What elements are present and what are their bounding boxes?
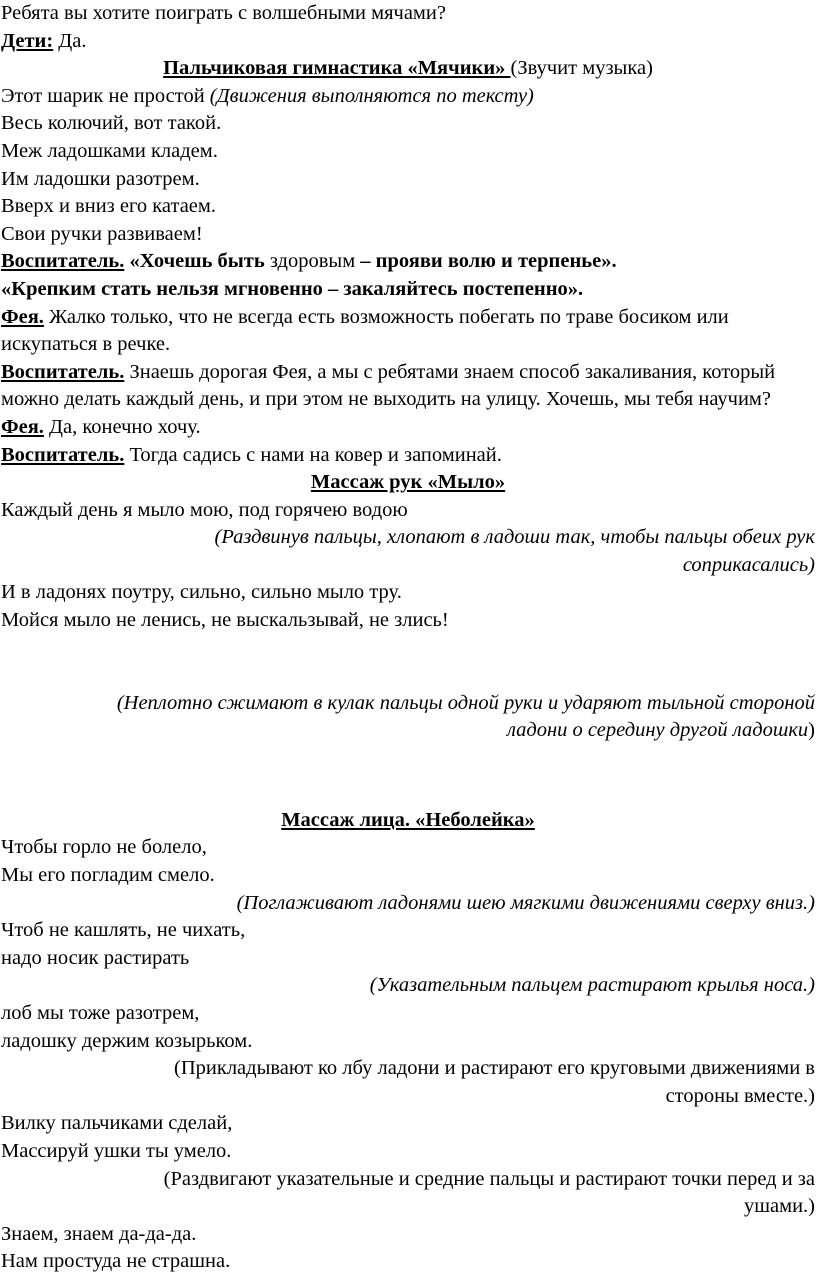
face-massage-note: (Указательным пальцем растирают крылья носа.) <box>369 974 815 997</box>
fairy-label: Фея. <box>1 305 44 328</box>
hand-massage-note: (Неплотно сжимают в кулак пальцы одной руки и ударяют тыльной стороной <box>116 691 815 714</box>
face-massage-line: лоб мы тоже разотрем, <box>1 1002 200 1024</box>
fairy-text: Да, конечно хочу. <box>43 415 201 438</box>
kids-reply-line <box>1 28 815 56</box>
fairy-label: Фея. <box>1 415 44 438</box>
finger-gym-line-text: Этот шарик не простой <box>1 84 210 107</box>
face-massage-line: Чтоб не кашлять, не чихать, <box>1 919 246 942</box>
finger-gym-line: Вверх и вниз его катаем. <box>1 195 216 218</box>
hand-massage-title: Массаж рук «Мыло» <box>310 471 506 494</box>
finger-gym-heading <box>1 55 815 83</box>
teacher-quote-part: – прояви волю и терпенье». <box>355 250 617 273</box>
face-massage-note: (Поглаживают ладонями шею мягкими движениями сверху вниз.) <box>236 891 815 914</box>
kids-reply: Да. <box>53 29 87 52</box>
teacher-text: Знаешь дорогая Фея, а мы с ребятами знаем способ закаливания, который можно делать каждый день, и при этом не выходить на улицу. Хочешь, мы тебя научим? <box>1 360 776 411</box>
teacher-label: Воспитатель. <box>1 443 125 466</box>
hand-massage-note-close: ) <box>808 719 815 742</box>
hand-massage-note: соприкасались) <box>682 553 815 576</box>
face-massage-line: ладошку держим козырьком. <box>1 1029 253 1052</box>
face-massage-heading <box>1 807 815 835</box>
finger-gym-music-note: (Звучит музыка) <box>510 57 653 80</box>
fairy-text: Жалко только, что не всегда есть возможность побегать по траве босиком или искупаться в речке. <box>1 305 729 356</box>
teacher-line <box>1 442 815 470</box>
hand-massage-line: Каждый день я мыло мою, под горячею водою <box>1 498 408 521</box>
spacer <box>1 745 815 807</box>
face-massage-line: Вилку пальчиками сделай, <box>1 1112 233 1135</box>
fairy-line <box>1 414 815 442</box>
teacher-quote-part: «Хочешь быть <box>124 250 265 273</box>
finger-gym-title: Пальчиковая гимнастика «Мячики» <box>163 57 511 80</box>
finger-gym-line: Меж ладошками кладем. <box>1 139 218 162</box>
face-massage-note: ушами.) <box>743 1195 815 1218</box>
hand-massage-note: ладони о середину другой ладошки <box>506 719 809 742</box>
hand-massage-line: Мойся мыло не ленись, не выскальзывай, не злись! <box>1 609 449 632</box>
teacher-line <box>1 248 815 276</box>
face-massage-line: Нам простуда не страшна. <box>1 1250 231 1273</box>
teacher-label: Воспитатель. <box>1 250 125 273</box>
face-massage-line: Знаем, знаем да-да-да. <box>1 1222 197 1245</box>
face-massage-line: Массируй ушки ты умело. <box>1 1139 232 1162</box>
face-massage-note: (Прикладывают ко лбу ладони и растирают его круговыми движениями в <box>174 1057 815 1080</box>
finger-gym-line: Им ладошки разотрем. <box>1 167 200 190</box>
finger-gym-line <box>1 83 815 111</box>
finger-gym-line: Свои ручки развиваем! <box>1 222 203 245</box>
hand-massage-heading <box>1 469 815 497</box>
kids-label: Дети: <box>1 29 54 52</box>
face-massage-line: Чтобы горло не болело, <box>1 836 207 859</box>
teacher-line <box>1 359 815 414</box>
hand-massage-note: (Раздвинув пальцы, хлопают в ладоши так, чтобы пальцы обеих рук <box>214 526 815 549</box>
finger-gym-movement-note: (Движения выполняются по тексту) <box>209 84 534 107</box>
face-massage-line: надо носик растирать <box>1 946 190 969</box>
face-massage-note: (Раздвигают указательные и средние пальцы и растирают точки перед и за <box>163 1167 815 1190</box>
teacher-label: Воспитатель. <box>1 360 125 383</box>
teacher-quote-line: «Крепким стать нельзя мгновенно – закаляйтесь постепенно». <box>1 277 584 300</box>
hand-massage-note-line <box>1 717 815 745</box>
teacher-text: Тогда садись с нами на ковер и запоминай. <box>124 443 502 466</box>
hand-massage-line: И в ладонях поутру, сильно, сильно мыло тру. <box>1 581 402 604</box>
finger-gym-line: Весь колючий, вот такой. <box>1 112 222 135</box>
face-massage-note: стороны вместе.) <box>665 1084 815 1107</box>
intro-question: Ребята вы хотите поиграть с волшебными мячами? <box>1 2 446 24</box>
face-massage-title: Массаж лица. «Неболейка» <box>281 808 535 831</box>
fairy-line <box>1 304 815 359</box>
face-massage-line: Мы его погладим смело. <box>1 864 215 887</box>
spacer <box>1 635 815 690</box>
teacher-quote-part: здоровым <box>264 250 356 273</box>
